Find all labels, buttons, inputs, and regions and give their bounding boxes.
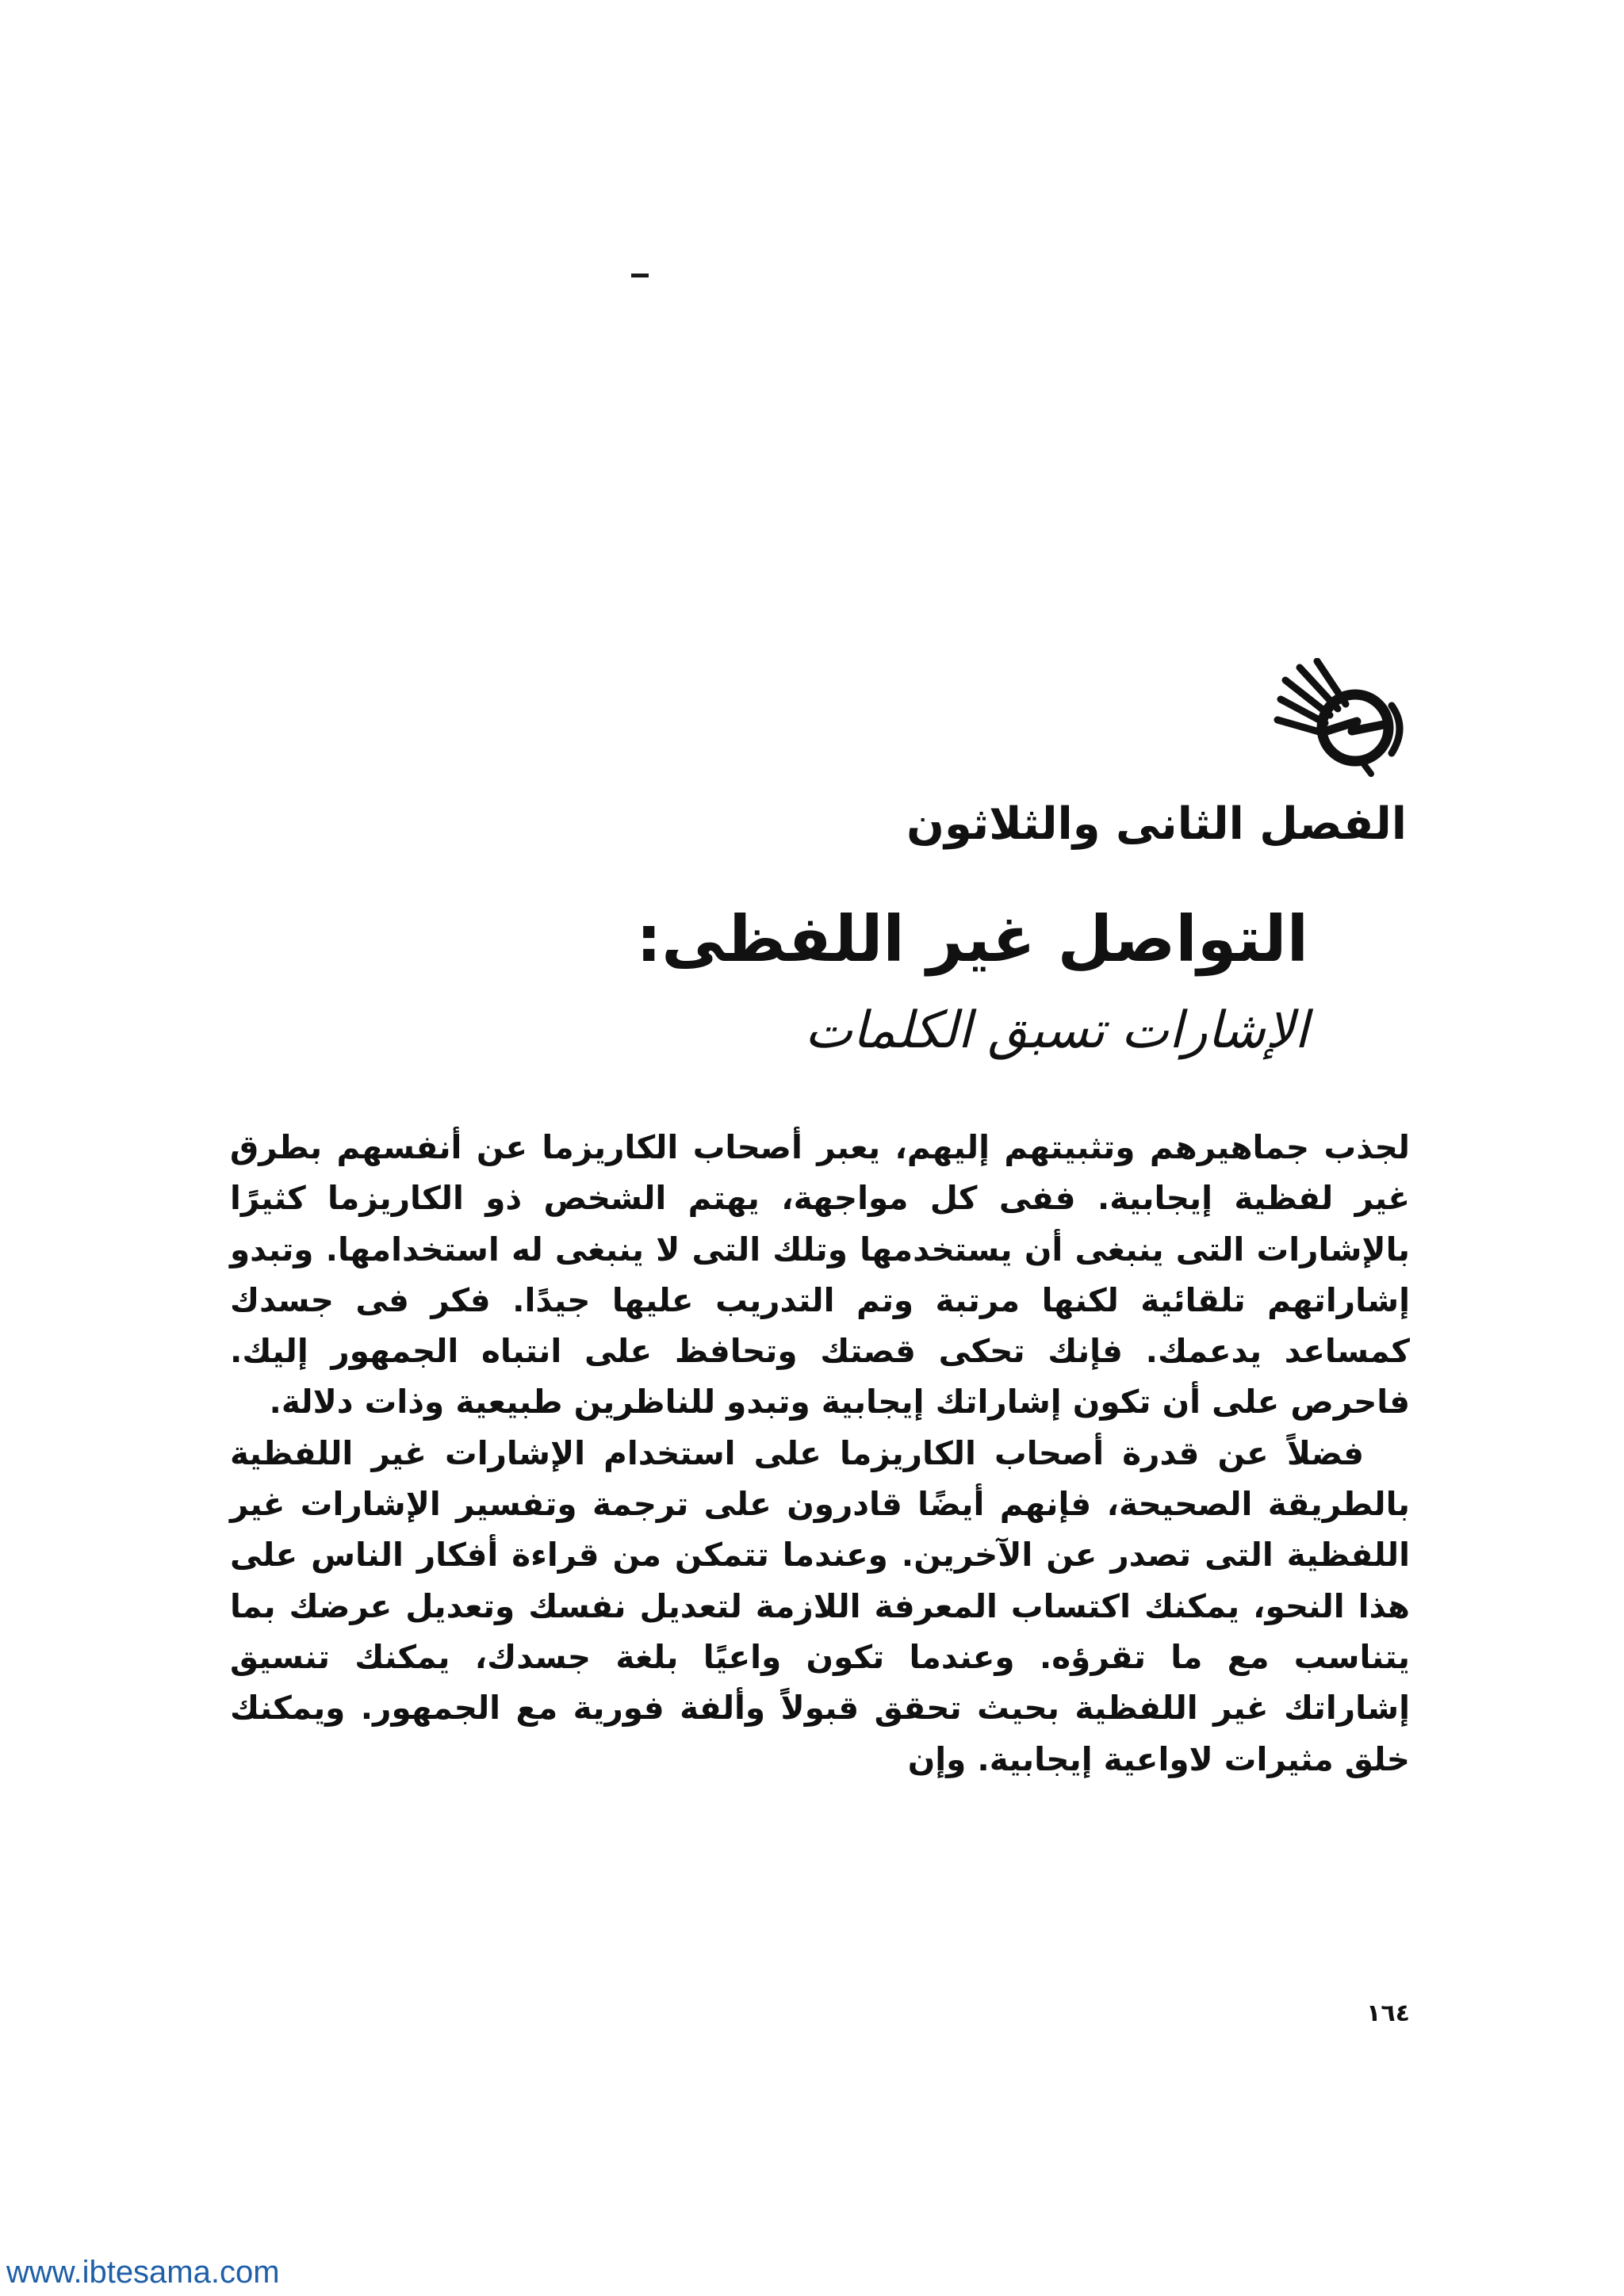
body-text bbox=[230, 1122, 1410, 1785]
site-watermark: www.ibtesama.com bbox=[6, 2255, 280, 2290]
page-number: ١٦٤ bbox=[1366, 1999, 1410, 2027]
stray-dash-mark bbox=[631, 274, 649, 277]
chapter-emblem-icon bbox=[1273, 658, 1411, 777]
chapter-subtitle: الإشارات تسبق الكلمات bbox=[804, 1001, 1308, 1060]
chapter-title: التواصل غير اللفظى: bbox=[636, 902, 1308, 976]
paragraph-2: فضلاً عن قدرة أصحاب الكاريزما على استخدام الإشارات غير اللفظية بالطريقة الصحيحة، فإنهم أيضًا قادرون على ترجمة وتفسير الإشارات غير اللفظية التى تصدر عن الآخرين. وعندما تتمكن من قراءة أفكار الناس على هذا النحو، يمكنك اكتساب المعرفة اللازمة لتعديل نفسك وتعديل عرضك بما يتناسب مع ما تقرؤه. وعندما تكون واعيًا بلغة جسدك، يمكنك تنسيق إشاراتك غير اللفظية بحيث تحقق قبولاً وألفة فورية مع الجمهور. ويمكنك خلق مثيرات لاواعية إيجابية. وإن bbox=[230, 1433, 1410, 1778]
paragraph-1: لجذب جماهيرهم وتثبيتهم إليهم، يعبر أصحاب الكاريزما عن أنفسهم بطرق غير لفظية إيجابية. ففى كل مواجهة، يهتم الشخص ذو الكاريزما كثيرًا بالإشارات التى ينبغى أن يستخدمها وتلك التى لا ينبغى له استخدامها. وتبدو إشاراتهم تلقائية لكنها مرتبة وتم التدريب عليها جيدًا. فكر فى جسدك كمساعد يدعمك. فإنك تحكى قصتك وتحافظ على انتباه الجمهور إليك. فاحرص على أن تكون إشاراتك إيجابية وتبدو للناظرين طبيعية وذات دلالة. bbox=[230, 1128, 1410, 1422]
chapter-number-label: الفصل الثانى والثلاثون bbox=[906, 798, 1407, 850]
